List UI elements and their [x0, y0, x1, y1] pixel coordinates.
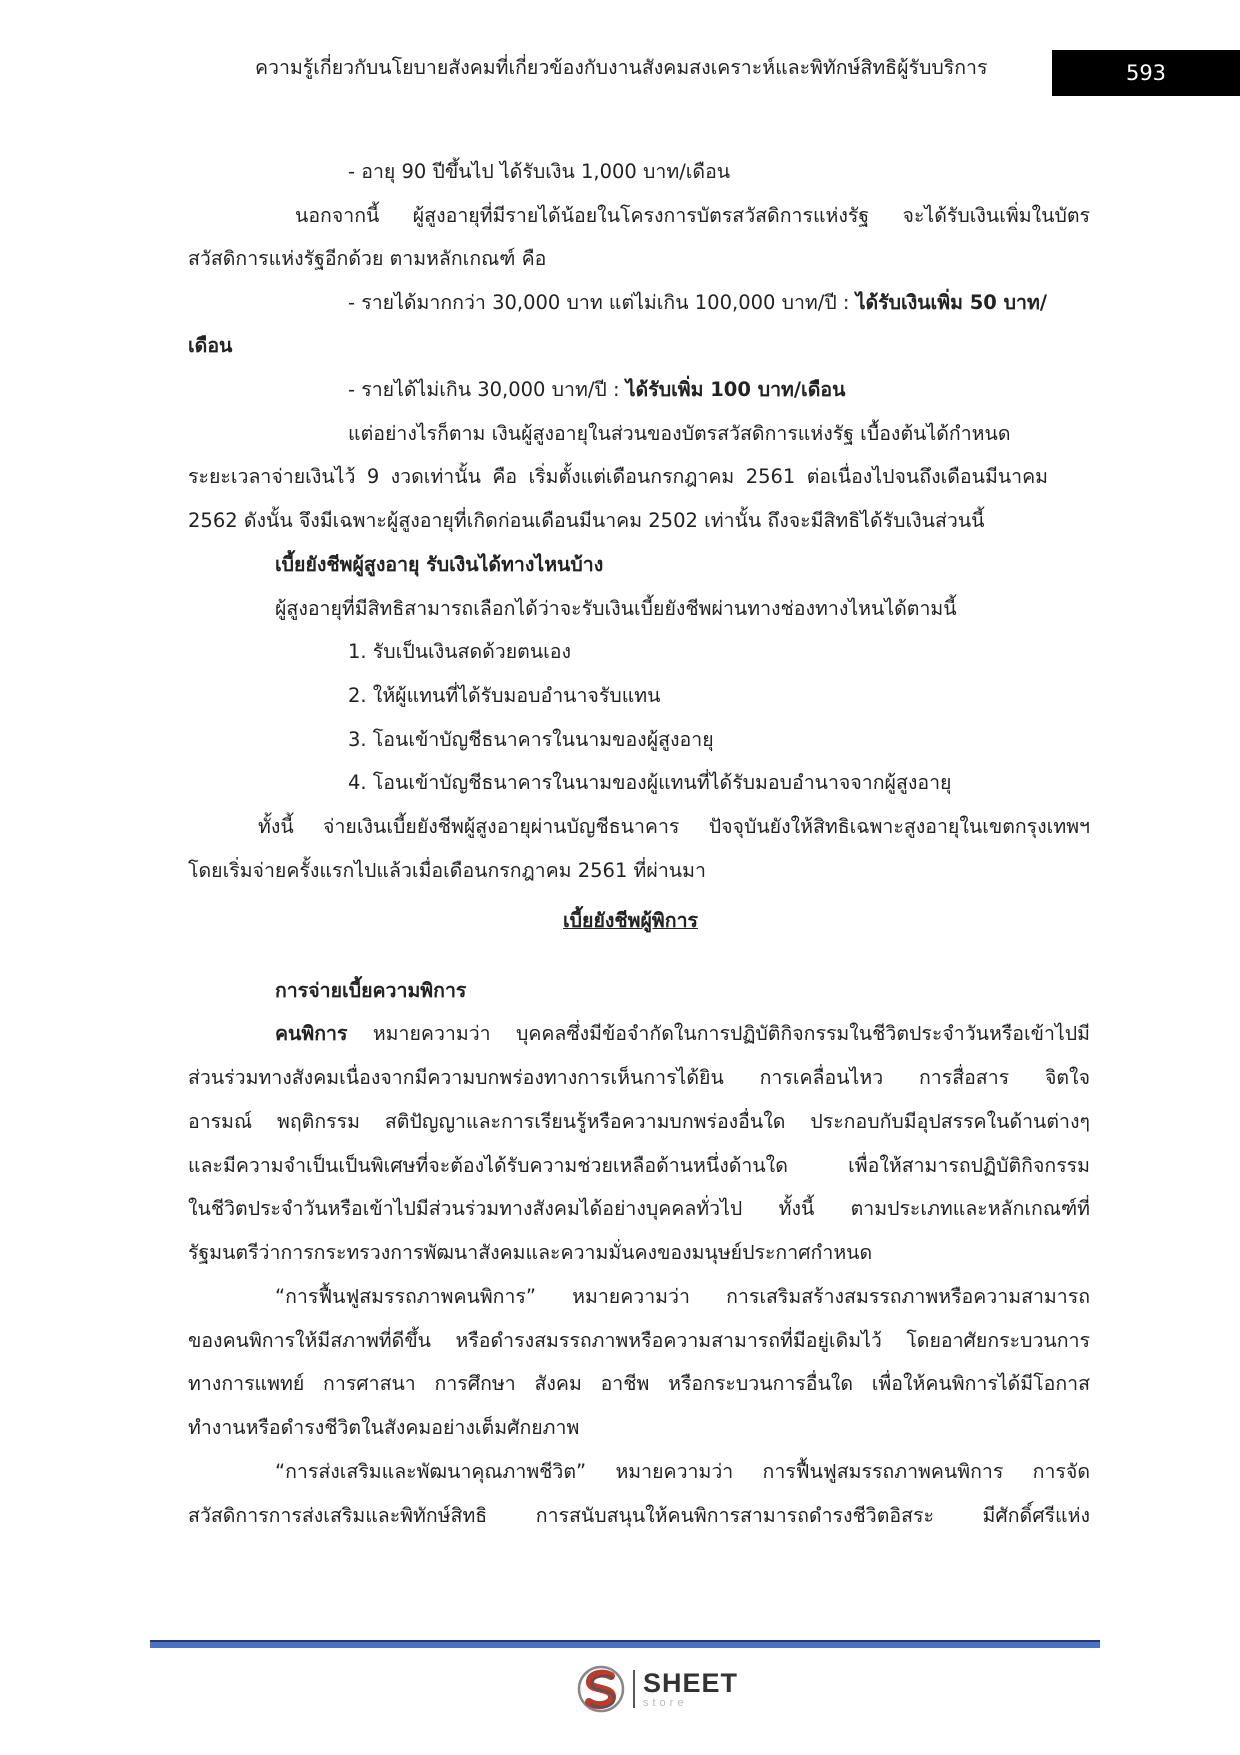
paragraph-line: โดยเริ่มจ่ายครั้งแรกไปแล้วเมื่อเดือนกรกฎาคม 2561 ที่ผ่านมา: [188, 859, 706, 882]
bullet-bold-amount: ได้รับเพิ่ม 100 บาท/เดือน: [625, 378, 846, 401]
bullet-income-tier-2: [348, 374, 845, 405]
logo-divider: [633, 1670, 635, 1708]
defined-term: คนพิการ: [275, 1022, 348, 1045]
definition-line: [275, 1018, 1090, 1049]
section-heading: เบี้ยยังชีพผู้พิการ: [563, 909, 699, 932]
section-subheading: เบี้ยยังชีพผู้สูงอายุ รับเงินได้ทางไหนบ้าง: [275, 553, 604, 576]
paragraph-line: “การฟื้นฟูสมรรถภาพคนพิการ” หมายความว่า การเสริมสร้างสมรรถภาพหรือความสามารถ: [275, 1285, 1090, 1308]
paragraph-line: “การส่งเสริมและพัฒนาคุณภาพชีวิต” หมายความว่า การฟื้นฟูสมรรถภาพคนพิการ การจัด: [275, 1460, 1090, 1483]
paragraph-line: ในชีวิตประจำวันหรือเข้าไปมีส่วนร่วมทางสังคมได้อย่างบุคคลทั่วไป ทั้งนี้ ตามประเภทและหลักเกณฑ์ที่: [188, 1197, 1090, 1220]
logo-wordmark: [643, 1667, 739, 1709]
logo-s-mark-icon: [575, 1663, 627, 1715]
paragraph-line: ทางการแพทย์ การศาสนา การศึกษา สังคม อาชีพ หรือกระบวนการอื่นใด เพื่อให้คนพิการได้มีโอกาส: [188, 1372, 1090, 1395]
list-item: 3. โอนเข้าบัญชีธนาคารในนามของผู้สูงอายุ: [348, 728, 714, 751]
paragraph-line: รัฐมนตรีว่าการกระทรวงการพัฒนาสังคมและความมั่นคงของมนุษย์ประกาศกำหนด: [188, 1241, 873, 1264]
logo-word: SHEET: [643, 1667, 739, 1698]
paragraph-line: และมีความจำเป็นเป็นพิเศษที่จะต้องได้รับความช่วยเหลือด้านหนึ่งด้านใด เพื่อให้สามารถปฏิบัติกิจกรรม: [188, 1154, 1090, 1177]
paragraph-line: ส่วนร่วมทางสังคมเนื่องจากมีความบกพร่องทางการเห็นการได้ยิน การเคลื่อนไหว การสื่อสาร จิตใจ: [188, 1066, 1090, 1089]
footer-rule: [150, 1642, 1100, 1648]
paragraph-line: 2562 ดังนั้น จึงมีเฉพาะผู้สูงอายุที่เกิดก่อนเดือนมีนาคม 2502 เท่านั้น ถึงจะมีสิทธิได้รับเงินส่วนนี้: [188, 509, 985, 532]
logo-sub: store: [643, 1696, 688, 1709]
bullet-text: - รายได้มากกว่า 30,000 บาท แต่ไม่เกิน 100,000 บาท/ปี :: [348, 291, 856, 314]
paragraph-line: สวัสดิการแห่งรัฐอีกด้วย ตามหลักเกณฑ์ คือ: [188, 247, 547, 270]
paragraph-line: ระยะเวลาจ่ายเงินไว้ 9 งวดเท่านั้น คือ เริ่มตั้งแต่เดือนกรกฎาคม 2561 ต่อเนื่องไปจนถึงเดือนมีนาคม: [188, 465, 1048, 488]
paragraph-line: ของคนพิการให้มีสภาพที่ดีขึ้น หรือดำรงสมรรถภาพหรือความสามารถที่มีอยู่เดิมไว้ โดยอาศัยกระบวนการ: [188, 1329, 1090, 1352]
paragraph-line: นอกจากนี้ ผู้สูงอายุที่มีรายได้น้อยในโครงการบัตรสวัสดิการแห่งรัฐ จะได้รับเงินเพิ่มในบัตร: [295, 204, 1090, 227]
paragraph-line: เดือน: [188, 334, 233, 357]
running-header-title: ความรู้เกี่ยวกับนโยบายสังคมที่เกี่ยวข้องกับงานสังคมสงเคราะห์และพิทักษ์สิทธิผู้รับบริการ: [255, 56, 988, 79]
bullet-income-tier-1: [348, 287, 1047, 318]
section-subheading: การจ่ายเบี้ยความพิการ: [275, 979, 467, 1002]
sheet-store-logo: [575, 1663, 738, 1715]
paragraph-line: - อายุ 90 ปีขึ้นไป ได้รับเงิน 1,000 บาท/เดือน: [348, 160, 731, 183]
paragraph-line: แต่อย่างไรก็ตาม เงินผู้สูงอายุในส่วนของบัตรสวัสดิการแห่งรัฐ เบื้องต้นได้กำหนด: [348, 422, 1011, 445]
paragraph-line: สวัสดิการการส่งเสริมและพิทักษ์สิทธิ การสนับสนุนให้คนพิการสามารถดำรงชีวิตอิสระ มีศักดิ์ศรีแห่ง: [188, 1504, 1090, 1527]
paragraph-line: ทั้งนี้ จ่ายเงินเบี้ยยังชีพผู้สูงอายุผ่านบัญชีธนาคาร ปัจจุบันยังให้สิทธิเฉพาะสูงอายุในเขตกรุงเทพฯ: [258, 815, 1090, 838]
bullet-text: - รายได้ไม่เกิน 30,000 บาท/ปี :: [348, 378, 626, 401]
bullet-bold-amount: ได้รับเงินเพิ่ม 50 บาท/: [855, 291, 1047, 314]
paragraph-line: อารมณ์ พฤติกรรม สติปัญญาและการเรียนรู้หรือความบกพร่องอื่นใด ประกอบกับมีอุปสรรคในด้านต่างๆ: [188, 1110, 1090, 1133]
list-item: 4. โอนเข้าบัญชีธนาคารในนามของผู้แทนที่ได้รับมอบอำนาจจากผู้สูงอายุ: [348, 771, 952, 794]
list-item: 1. รับเป็นเงินสดด้วยตนเอง: [348, 640, 572, 663]
paragraph-line: ผู้สูงอายุที่มีสิทธิสามารถเลือกได้ว่าจะรับเงินเบี้ยยังชีพผ่านทางช่องทางไหนได้ตามนี้: [275, 597, 957, 620]
list-item: 2. ให้ผู้แทนที่ได้รับมอบอำนาจรับแทน: [348, 684, 661, 707]
paragraph-line: ทำงานหรือดำรงชีวิตในสังคมอย่างเต็มศักยภาพ: [188, 1416, 580, 1439]
page-number: 593: [1052, 50, 1240, 96]
definition-text: หมายความว่า บุคคลซึ่งมีข้อจำกัดในการปฏิบัติกิจกรรมในชีวิตประจำวันหรือเข้าไปมี: [347, 1022, 1090, 1045]
